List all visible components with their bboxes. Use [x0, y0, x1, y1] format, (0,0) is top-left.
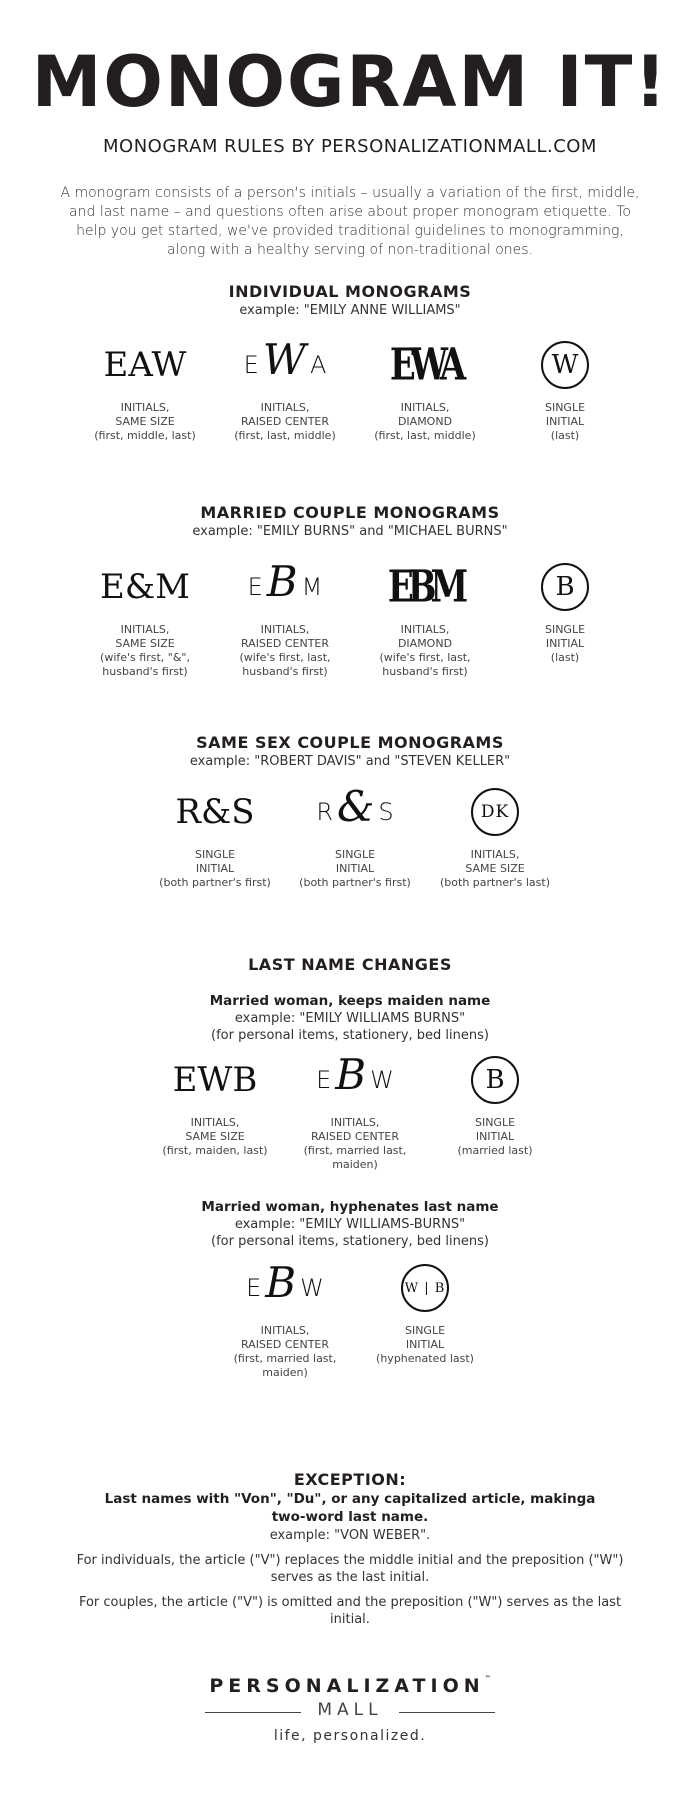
caption-line: (both partner's first)	[159, 876, 271, 889]
caption-line: INITIALS,	[470, 848, 520, 861]
caption-line: INITIALS,	[400, 401, 450, 414]
individual-title: INDIVIDUAL MONOGRAMS	[228, 282, 472, 301]
hyphen-row	[0, 1258, 700, 1428]
caption-line: INITIAL	[405, 1338, 445, 1351]
caption-line: INITIAL	[195, 862, 235, 875]
monogram-circle	[541, 563, 589, 611]
monogram-right-letter: W	[370, 1066, 394, 1094]
brand-logo	[0, 1675, 700, 1697]
caption-line: (wife's first, last,	[379, 651, 471, 664]
lastname-section	[0, 955, 700, 975]
caption-line: (both partner's last)	[440, 876, 550, 889]
samesex-row	[0, 782, 700, 952]
caption-line: SAME SIZE	[115, 637, 175, 650]
caption-line: (first, last, middle)	[374, 429, 476, 442]
caption-line: RAISED CENTER	[240, 415, 330, 428]
exception-title: EXCEPTION:	[293, 1470, 407, 1489]
caption-line: maiden)	[332, 1158, 378, 1171]
caption-line: SAME SIZE	[465, 862, 525, 875]
caption-line: INITIALS,	[120, 401, 170, 414]
divider-right	[399, 1712, 495, 1713]
monogram-right-letter: M	[301, 573, 323, 601]
married-diamond	[355, 557, 495, 679]
monogram-eaw: EAW	[103, 345, 187, 385]
monogram-left-letter: E	[316, 1066, 332, 1094]
exception-example: example: "VON WEBER".	[269, 1528, 431, 1543]
caption-line: SAME SIZE	[115, 415, 175, 428]
monogram-circle	[401, 1264, 449, 1312]
page-subtitle: MONOGRAM RULES BY PERSONALIZATIONMALL.COM	[103, 136, 597, 157]
exception-lead: Last names with "Von", "Du", or any capitalized article, makinga two-word last name.	[104, 1491, 596, 1525]
maiden-title: Married woman, keeps maiden name	[209, 993, 491, 1009]
caption-line: husband's first)	[382, 665, 468, 678]
individual-raised-center	[215, 335, 355, 443]
maiden-subsection	[0, 992, 700, 1044]
maiden-single	[425, 1050, 565, 1158]
monogram-ewb: EWB	[172, 1060, 258, 1100]
caption-line: RAISED CENTER	[310, 1130, 400, 1143]
monogram-left-letter: E	[246, 1274, 262, 1302]
caption-line: (last)	[550, 651, 580, 664]
brand-mall: MALL	[317, 1700, 383, 1720]
caption-line: INITIALS,	[260, 623, 310, 636]
exception-couples: For couples, the article ("V") is omitted and the preposition ("W") serves as the last initial.	[78, 1595, 622, 1627]
page-title: MONOGRAM IT!	[31, 41, 669, 123]
caption-line: RAISED CENTER	[240, 637, 330, 650]
monogram-rs: R&S	[175, 792, 255, 832]
maiden-note: (for personal items, stationery, bed linens)	[211, 1028, 489, 1043]
intro-paragraph: A monogram consists of a person's initials – usually a variation of the first, middle, and last name – and questions often arise about proper monogram etiquette. To help you get started, we've provided traditional guidelines to monogramming, along with a healthy serving of non-traditional ones.	[60, 185, 640, 258]
caption-line: (first, married last,	[233, 1352, 337, 1365]
caption-line: SINGLE	[194, 848, 236, 861]
caption-line: INITIAL	[545, 637, 585, 650]
monogram-dk: DK	[480, 802, 510, 822]
caption-line: (hyphenated last)	[376, 1352, 474, 1365]
caption-line: (last)	[550, 429, 580, 442]
maiden-raised-center	[285, 1050, 425, 1172]
caption-line: husband's first)	[102, 665, 188, 678]
married-raised-center	[215, 557, 355, 679]
brand-name: PERSONALIZATION	[209, 1675, 485, 1697]
monogram-circle	[471, 788, 519, 836]
caption-line: INITIALS,	[190, 1116, 240, 1129]
exception-section	[0, 1470, 700, 1490]
caption-line: DIAMOND	[397, 637, 453, 650]
monogram-b: B	[555, 572, 575, 602]
hyphen-single	[355, 1258, 495, 1366]
monogram-ewa-diamond: EWA	[389, 339, 461, 391]
caption-line: INITIALS,	[400, 623, 450, 636]
caption-line: (wife's first, "&",	[100, 651, 190, 664]
monogram-center-letter: B	[266, 556, 298, 606]
individual-same-size	[75, 335, 215, 443]
hyphen-note: (for personal items, stationery, bed linens)	[211, 1234, 489, 1249]
individual-section	[0, 282, 700, 319]
caption-line: RAISED CENTER	[240, 1338, 330, 1351]
caption-line: INITIAL	[335, 862, 375, 875]
monogram-right-letter: S	[378, 798, 394, 826]
monogram-b: B	[485, 1065, 505, 1095]
caption-line: SAME SIZE	[185, 1130, 245, 1143]
married-single	[495, 557, 635, 665]
samesex-same-size	[145, 782, 285, 890]
caption-line: (both partner's first)	[299, 876, 411, 889]
samesex-example: example: "ROBERT DAVIS" and "STEVEN KELLER"	[189, 754, 511, 769]
caption-line: (first, middle, last)	[94, 429, 196, 442]
monogram-center-letter: B	[265, 1257, 297, 1307]
married-section	[0, 503, 700, 540]
maiden-row	[0, 1050, 700, 1220]
individual-diamond	[355, 335, 495, 443]
monogram-wb: W | B	[404, 1280, 446, 1296]
monogram-left-letter: E	[247, 573, 263, 601]
individual-example: example: "EMILY ANNE WILLIAMS"	[239, 303, 461, 318]
monogram-ebm-diamond: EBM	[387, 561, 463, 613]
caption-line: SINGLE	[544, 401, 586, 414]
samesex-circle	[425, 782, 565, 890]
monogram-center-letter: B	[335, 1049, 367, 1099]
caption-line: SINGLE	[334, 848, 376, 861]
monogram-right-letter: W	[300, 1274, 324, 1302]
hyphen-raised-center	[215, 1258, 355, 1380]
married-same-size	[75, 557, 215, 679]
trademark-mark: ™	[484, 1675, 491, 1682]
caption-line: SINGLE	[404, 1324, 446, 1337]
caption-line: (wife's first, last,	[239, 651, 331, 664]
caption-line: (first, maiden, last)	[162, 1144, 268, 1157]
samesex-raised-center	[285, 782, 425, 890]
monogram-left-letter: E	[243, 351, 259, 379]
monogram-right-letter: A	[309, 351, 327, 379]
caption-line: (first, last, middle)	[234, 429, 336, 442]
caption-line: INITIALS,	[260, 401, 310, 414]
hyphen-example: example: "EMILY WILLIAMS-BURNS"	[234, 1217, 466, 1232]
caption-line: (married last)	[457, 1144, 533, 1157]
individual-row	[0, 335, 700, 505]
samesex-section	[0, 733, 700, 770]
lastname-title: LAST NAME CHANGES	[248, 955, 452, 974]
samesex-title: SAME SEX COUPLE MONOGRAMS	[196, 733, 504, 752]
caption-line: (first, married last,	[303, 1144, 407, 1157]
married-row	[0, 557, 700, 727]
caption-line: SINGLE	[544, 623, 586, 636]
caption-line: maiden)	[262, 1366, 308, 1379]
maiden-same-size	[145, 1050, 285, 1158]
married-example: example: "EMILY BURNS" and "MICHAEL BURNS"	[192, 524, 508, 539]
caption-line: INITIAL	[545, 415, 585, 428]
monogram-center-ampersand: &	[337, 781, 375, 831]
exception-individuals: For individuals, the article ("V") replaces the middle initial and the preposition ("W") serves as the last initial.	[76, 1553, 624, 1585]
caption-line: INITIAL	[475, 1130, 515, 1143]
hyphen-title: Married woman, hyphenates last name	[201, 1199, 499, 1215]
monogram-em: E&M	[100, 567, 190, 607]
monogram-left-letter: R	[316, 798, 334, 826]
maiden-example: example: "EMILY WILLIAMS BURNS"	[234, 1011, 466, 1026]
individual-single	[495, 335, 635, 443]
monogram-w: W	[551, 350, 579, 380]
monogram-circle	[541, 341, 589, 389]
caption-line: INITIALS,	[120, 623, 170, 636]
caption-line: SINGLE	[474, 1116, 516, 1129]
hyphen-subsection	[0, 1198, 700, 1250]
monogram-center-letter: W	[262, 334, 306, 384]
caption-line: INITIALS,	[330, 1116, 380, 1129]
caption-line: DIAMOND	[397, 415, 453, 428]
caption-line: husband's first)	[242, 665, 328, 678]
brand-tagline: life, personalized.	[273, 1728, 427, 1744]
married-title: MARRIED COUPLE MONOGRAMS	[200, 503, 500, 522]
caption-line: INITIALS,	[260, 1324, 310, 1337]
monogram-circle	[471, 1056, 519, 1104]
